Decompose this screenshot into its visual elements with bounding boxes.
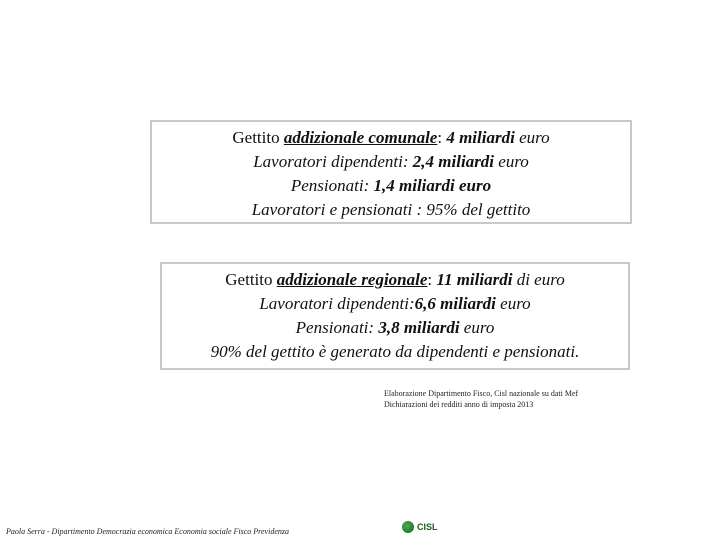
cisl-logo	[402, 519, 438, 535]
addizionale-comunale-term: addizionale comunale	[283, 128, 438, 147]
comunale-total: 4 miliardi	[446, 128, 515, 147]
box1-line3: Pensionati: 1,4 miliardi euro	[290, 176, 492, 195]
addizionale-regionale-box	[160, 262, 630, 370]
box1-line4: Lavoratori e pensionati : 95% del gettito	[251, 200, 531, 219]
box2-line4: 90% del gettito è generato da dipendenti e pensionati.	[210, 342, 580, 361]
footer-credit: Paola Serra - Dipartimento Democrazia economica Economia sociale Fisco Previdenza	[6, 527, 289, 536]
source-line1: Elaborazione Dipartimento Fisco, Cisl nazionale su dati Mef	[384, 389, 579, 398]
addizionale-comunale-box	[150, 120, 632, 224]
addizionale-regionale-term: addizionale regionale	[276, 270, 428, 289]
box2-line2: Lavoratori dipendenti:6,6 miliardi euro	[259, 294, 531, 313]
regionale-total: 11 miliardi	[436, 270, 513, 289]
cisl-logo-icon	[402, 521, 414, 533]
box2-line3: Pensionati: 3,8 miliardi euro	[295, 318, 495, 337]
source-note	[384, 388, 578, 410]
box2-line1: Gettito addizionale regionale: 11 miliardi di euro	[225, 270, 565, 289]
box1-line1: Gettito addizionale comunale: 4 miliardi euro	[232, 128, 550, 147]
cisl-logo-text: CISL	[417, 522, 438, 532]
source-line2: Dichiarazioni dei redditi anno di imposta 2013	[384, 400, 534, 409]
box1-line2: Lavoratori dipendenti: 2,4 miliardi euro	[253, 152, 529, 171]
